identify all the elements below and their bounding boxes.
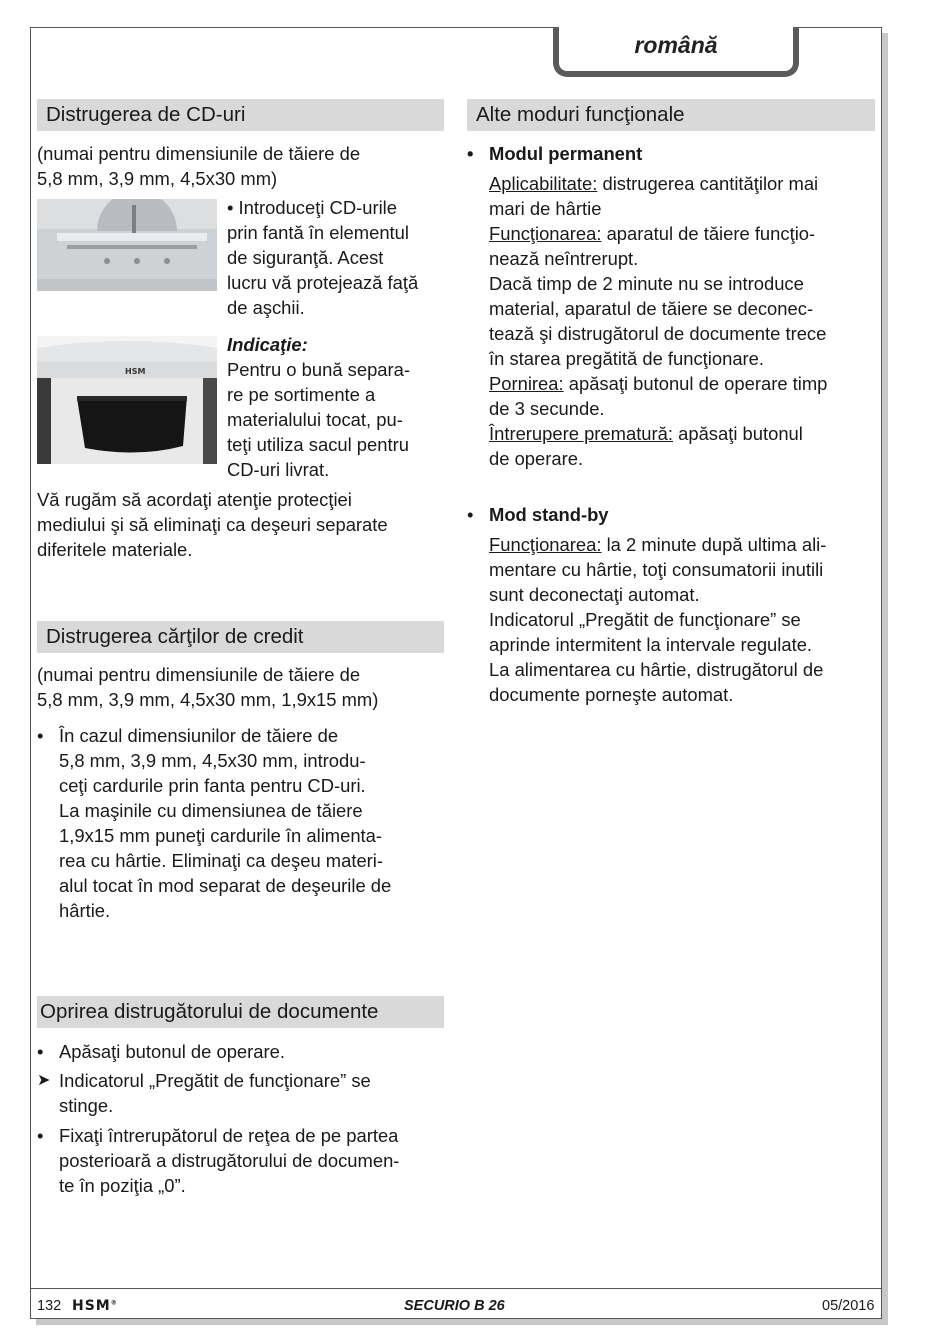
permanent-title: Modul permanent: [489, 143, 643, 164]
permanent-mode: • Modul permanent Aplicabilitate: distrugerea cantităţilor mai mari de hârtie Funcţionarea: aparatul de tăiere funcţio- nează neîntrerupt. Dacă timp de 2 minute nu se introduce material, aparatul de tăiere se deconec- tează şi distrugătorul de documente trece în starea pregătită de funcţionare. Pornirea: apăsaţi butonul de operare timp de 3 secunde. Întrerupere prematură: apăsaţi butonul de operare.: [467, 141, 877, 471]
credit-bullet: • În cazul dimensiunilor de tăiere de 5,8 mm, 3,9 mm, 4,5x30 mm, introdu- ceţi cardurile prin fanta pentru CD-uri. La maşinile cu dimensiunea de tăiere 1,9x15 mm puneţi cardurile în alimenta- rea cu hârtie. Eliminaţi ca deşeu materi- alul tocat în mod separat de deşeurile de hârtie.: [37, 725, 392, 921]
stop-item-1: • Apăsaţi butonul de operare.: [37, 1041, 285, 1062]
cd-note: Indicaţie: Pentru o bună separa- re pe sortimente a materialului tocat, pu- teţi utiliza sacul pentru CD-uri livrat.: [227, 332, 447, 482]
credit-intro: (numai pentru dimensiunile de tăiere de 5,8 mm, 3,9 mm, 4,5x30 mm, 1,9x15 mm): [37, 664, 379, 710]
doc-date: 05/2016: [822, 1298, 875, 1314]
page-number: 132: [37, 1298, 62, 1314]
cd-intro: (numai pentru dimensiunile de tăiere de 5,8 mm, 3,9 mm, 4,5x30 mm): [37, 143, 361, 189]
cd-heading: Distrugerea de CD-uri: [37, 99, 444, 131]
cd-bag-photo: [37, 336, 217, 464]
language-tab: română: [553, 27, 799, 77]
modes-heading: Alte moduri funcţionale: [467, 99, 875, 131]
stop-item-2: ➤ Indicatorul „Pregătit de funcţionare” se stinge.: [37, 1070, 371, 1116]
standby-title: Mod stand-by: [489, 504, 609, 525]
stop-item-3: • Fixaţi întrerupătorul de reţea de pe partea posterioară a distrugătorului de documen- te în poziţia „0”.: [37, 1125, 400, 1196]
standby-mode: • Mod stand-by Funcţionarea: la 2 minute după ultima ali- mentare cu hârtie, toţi consumatorii inutili sunt deconectaţi automat. Indicatorul „Pregătit de funcţionare” se aprinde intermitent la intervale regulate. La alimentarea cu hârtie, distrugătorul de documente porneşte automat.: [467, 502, 877, 712]
photo-brand: HSM: [125, 367, 146, 376]
cd-instruction: • Introduceţi CD-urile prin fantă în elementul de siguranţă. Acest lucru vă protejează faţă de aşchii.: [227, 197, 419, 318]
hsm-logo: HSM®: [72, 1298, 118, 1314]
cd-slot-photo: [37, 199, 217, 291]
cd-environment-note: Vă rugăm să acordaţi atenţie protecţiei mediului şi să eliminaţi ca deşeuri separate diferitele materiale.: [37, 489, 388, 560]
footer-divider: [30, 1288, 882, 1289]
credit-heading: Distrugerea cărţilor de credit: [37, 621, 444, 653]
note-title: Indicaţie:: [227, 334, 308, 355]
model-name: SECURIO B 26: [404, 1298, 505, 1314]
arrow-icon: ➤: [37, 1072, 51, 1089]
stop-heading: Oprirea distrugătorului de documente: [37, 996, 444, 1028]
